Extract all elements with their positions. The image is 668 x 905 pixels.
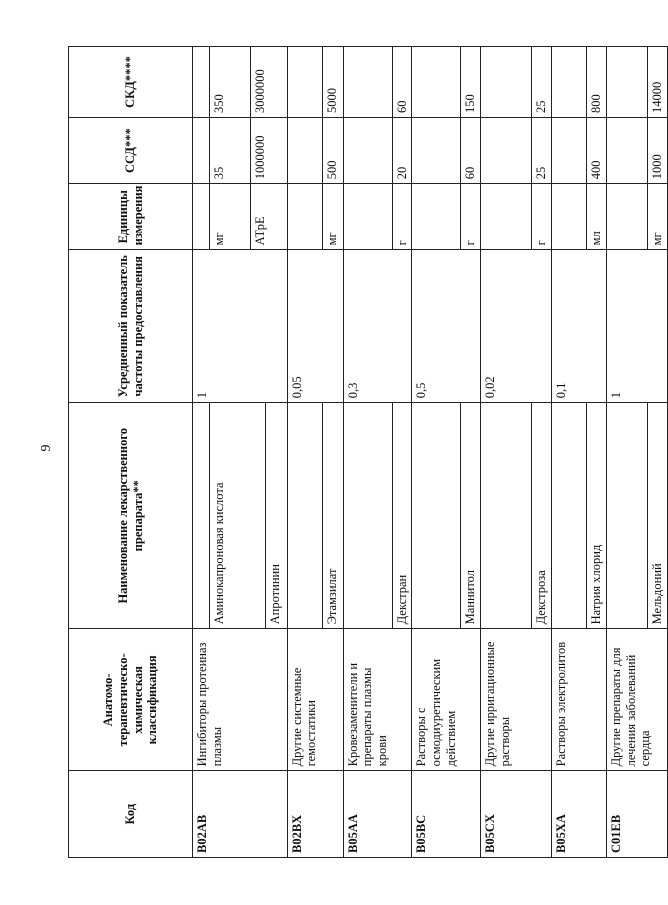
drug-skd	[481, 47, 552, 118]
drug-name-text: Мельдоний	[647, 403, 667, 628]
drug-name	[551, 403, 606, 629]
drug-skd-text: 5000	[322, 47, 342, 117]
drug-skd-text: 150	[460, 47, 480, 117]
drug-skd	[343, 47, 412, 118]
group-atc: Ингибиторы протеиназ плазмы	[193, 629, 288, 771]
group-atc: Другие препараты для лечения заболеваний сердца	[606, 629, 667, 771]
drug-ssd	[193, 118, 210, 184]
group-frequency: 0,05	[287, 250, 343, 403]
table-row	[343, 47, 412, 858]
group-code: B02AB	[193, 771, 288, 858]
page-number: 9	[39, 444, 54, 452]
group-frequency: 0,1	[551, 250, 606, 403]
drug-ssd	[412, 118, 481, 184]
drug-name-text: Натрия хлорид	[586, 403, 606, 628]
drug-unit-text: мг	[322, 184, 342, 249]
drug-skd	[412, 47, 481, 118]
drug-skd	[551, 47, 606, 118]
drug-unit	[551, 184, 606, 250]
table-container	[68, 46, 664, 858]
table-row	[412, 47, 481, 858]
drug-ssd	[481, 118, 552, 184]
table-row	[481, 47, 552, 858]
drug-ssd	[210, 118, 288, 184]
drug-unit	[210, 184, 288, 250]
drug-skd-text: 3000000	[250, 47, 270, 117]
group-frequency: 0,3	[343, 250, 412, 403]
group-frequency: 1	[193, 250, 288, 403]
drug-name	[606, 403, 667, 629]
table-row	[606, 47, 667, 858]
header-ssd: ССД***	[69, 118, 193, 184]
drug-skd-text: 25	[531, 47, 551, 117]
drug-ssd	[606, 118, 667, 184]
table-row	[287, 47, 343, 858]
group-code: B05BC	[412, 771, 481, 858]
drug-skd-text: 14000	[647, 47, 667, 117]
group-atc: Растворы электролитов	[551, 629, 606, 771]
group-atc: Другие системные гемостатики	[287, 629, 343, 771]
drug-ssd	[551, 118, 606, 184]
header-unit: Единицы измерения	[69, 184, 193, 250]
group-atc: Кровезаменители и препараты плазмы крови	[343, 629, 412, 771]
drug-unit	[606, 184, 667, 250]
drug-ssd-text: 35	[212, 166, 226, 180]
drug-name-text: Маннитол	[460, 403, 480, 628]
drug-unit	[287, 184, 343, 250]
drug-name-text: Этамзилат	[322, 403, 342, 628]
drug-ssd-text: 400	[586, 118, 606, 183]
drug-name	[481, 403, 552, 629]
group-code: B05CX	[481, 771, 552, 858]
drug-unit-text: г	[531, 184, 551, 249]
drug-unit-text: мг	[647, 184, 667, 249]
drug-table	[68, 46, 668, 858]
table-header-row	[69, 47, 193, 858]
drug-unit-text: г	[460, 184, 480, 249]
group-code: B02BX	[287, 771, 343, 858]
group-frequency: 0,5	[412, 250, 481, 403]
group-frequency: 0,02	[481, 250, 552, 403]
drug-unit-text: г	[392, 184, 412, 249]
drug-name-text: Апротинин	[265, 403, 285, 628]
drug-unit-text: АТрЕ	[250, 184, 270, 249]
drug-name-text: Аминокапроновая кислота	[212, 482, 226, 625]
drug-skd	[606, 47, 667, 118]
header-atc: Анатомо-терапевтическо-химическая классификация	[69, 629, 193, 771]
drug-unit	[412, 184, 481, 250]
drug-skd-text: 60	[392, 47, 412, 117]
drug-ssd	[287, 118, 343, 184]
drug-unit-text: мл	[586, 184, 606, 249]
drug-skd	[193, 47, 210, 118]
drug-unit	[343, 184, 412, 250]
drug-name	[287, 403, 343, 629]
header-skd: СКД****	[69, 47, 193, 118]
drug-skd	[210, 47, 288, 118]
drug-skd-text: 350	[212, 94, 226, 114]
drug-skd	[287, 47, 343, 118]
group-atc: Растворы с осмодиуретическим действием	[412, 629, 481, 771]
drug-name	[343, 403, 412, 629]
drug-name	[412, 403, 481, 629]
drug-ssd-text: 20	[392, 118, 412, 183]
group-code: B05AA	[343, 771, 412, 858]
drug-ssd-text: 1000000	[250, 118, 270, 183]
drug-ssd-text: 1000	[647, 118, 667, 183]
group-code: B05XA	[551, 771, 606, 858]
table-row	[193, 47, 210, 858]
group-atc: Другие ирригационные растворы	[481, 629, 552, 771]
drug-name-text: Декстроза	[531, 403, 551, 628]
drug-skd-text: 800	[586, 47, 606, 117]
header-code: Код	[69, 771, 193, 858]
drug-ssd-text: 25	[531, 118, 551, 183]
drug-unit	[193, 184, 210, 250]
drug-unit-text: мг	[212, 232, 226, 246]
drug-unit	[481, 184, 552, 250]
header-drug-name: Наименование лекарственного препарата**	[69, 403, 193, 629]
group-frequency: 1	[606, 250, 667, 403]
drug-ssd-text: 500	[322, 118, 342, 183]
drug-name-text: Декстран	[392, 403, 412, 628]
table-row	[551, 47, 606, 858]
drug-name	[193, 403, 210, 629]
group-code: C01EB	[606, 771, 667, 858]
header-frequency: Усредненный показатель частоты предоставления	[69, 250, 193, 403]
drug-name	[210, 403, 288, 629]
drug-ssd-text: 60	[460, 118, 480, 183]
drug-ssd	[343, 118, 412, 184]
